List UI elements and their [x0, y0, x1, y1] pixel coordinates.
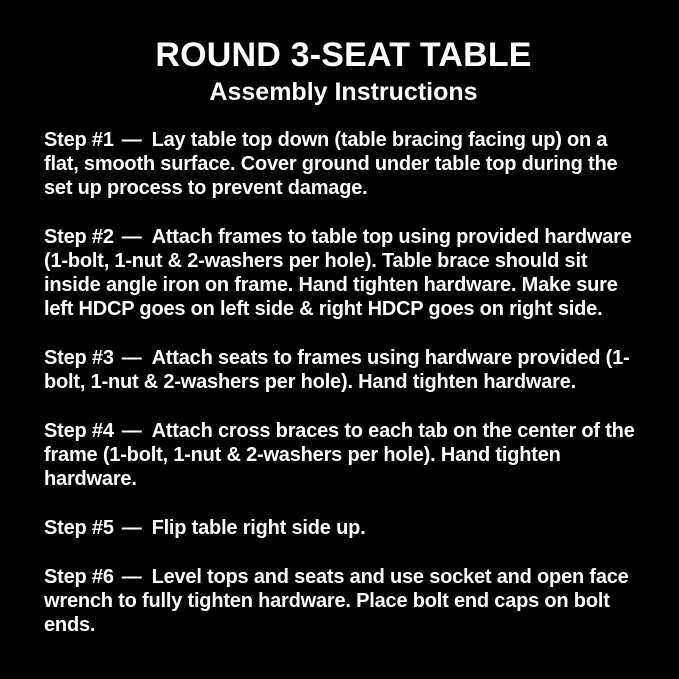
step-1-separator: — — [121, 129, 142, 151]
step-6 — [44, 565, 643, 637]
step-3-separator: — — [121, 347, 142, 369]
page-subtitle: Assembly Instructions — [209, 78, 478, 106]
step-1-text: Lay table top down (table bracing facing up) on a flat, smooth surface. Cover ground under table top during the set up process to prevent damage. — [44, 129, 618, 199]
steps-list — [44, 128, 643, 637]
step-3-text: Attach seats to frames using hardware provided (1-bolt, 1-nut & 2-washers per hole). Hand tighten hardware. — [44, 347, 630, 393]
step-4 — [44, 419, 643, 491]
step-6-label: Step #6 — [44, 566, 114, 588]
step-5-separator: — — [121, 517, 142, 539]
step-2-separator: — — [121, 226, 142, 248]
step-2 — [44, 225, 643, 321]
step-3-label: Step #3 — [44, 347, 114, 369]
step-5 — [44, 516, 643, 540]
step-4-label: Step #4 — [44, 420, 114, 442]
step-3 — [44, 346, 643, 394]
step-5-text: Flip table right side up. — [151, 517, 366, 539]
step-4-separator: — — [121, 420, 142, 442]
step-2-label: Step #2 — [44, 226, 114, 248]
step-1 — [44, 128, 643, 200]
step-2-text: Attach frames to table top using provided hardware (1-bolt, 1-nut & 2-washers per hole). Table brace should sit inside angle iron on frame. Hand tighten hardware. Make sure left HDCP goes on left side & right HDCP goes on right side. — [44, 226, 632, 320]
step-6-separator: — — [121, 566, 142, 588]
step-1-label: Step #1 — [44, 129, 114, 151]
step-6-text: Level tops and seats and use socket and open face wrench to fully tighten hardware. Place bolt end caps on bolt ends. — [44, 566, 629, 636]
step-4-text: Attach cross braces to each tab on the center of the frame (1-bolt, 1-nut & 2-washers per hole). Hand tighten hardware. — [44, 420, 635, 490]
step-5-label: Step #5 — [44, 517, 114, 539]
page-title: ROUND 3-SEAT TABLE — [155, 36, 532, 74]
